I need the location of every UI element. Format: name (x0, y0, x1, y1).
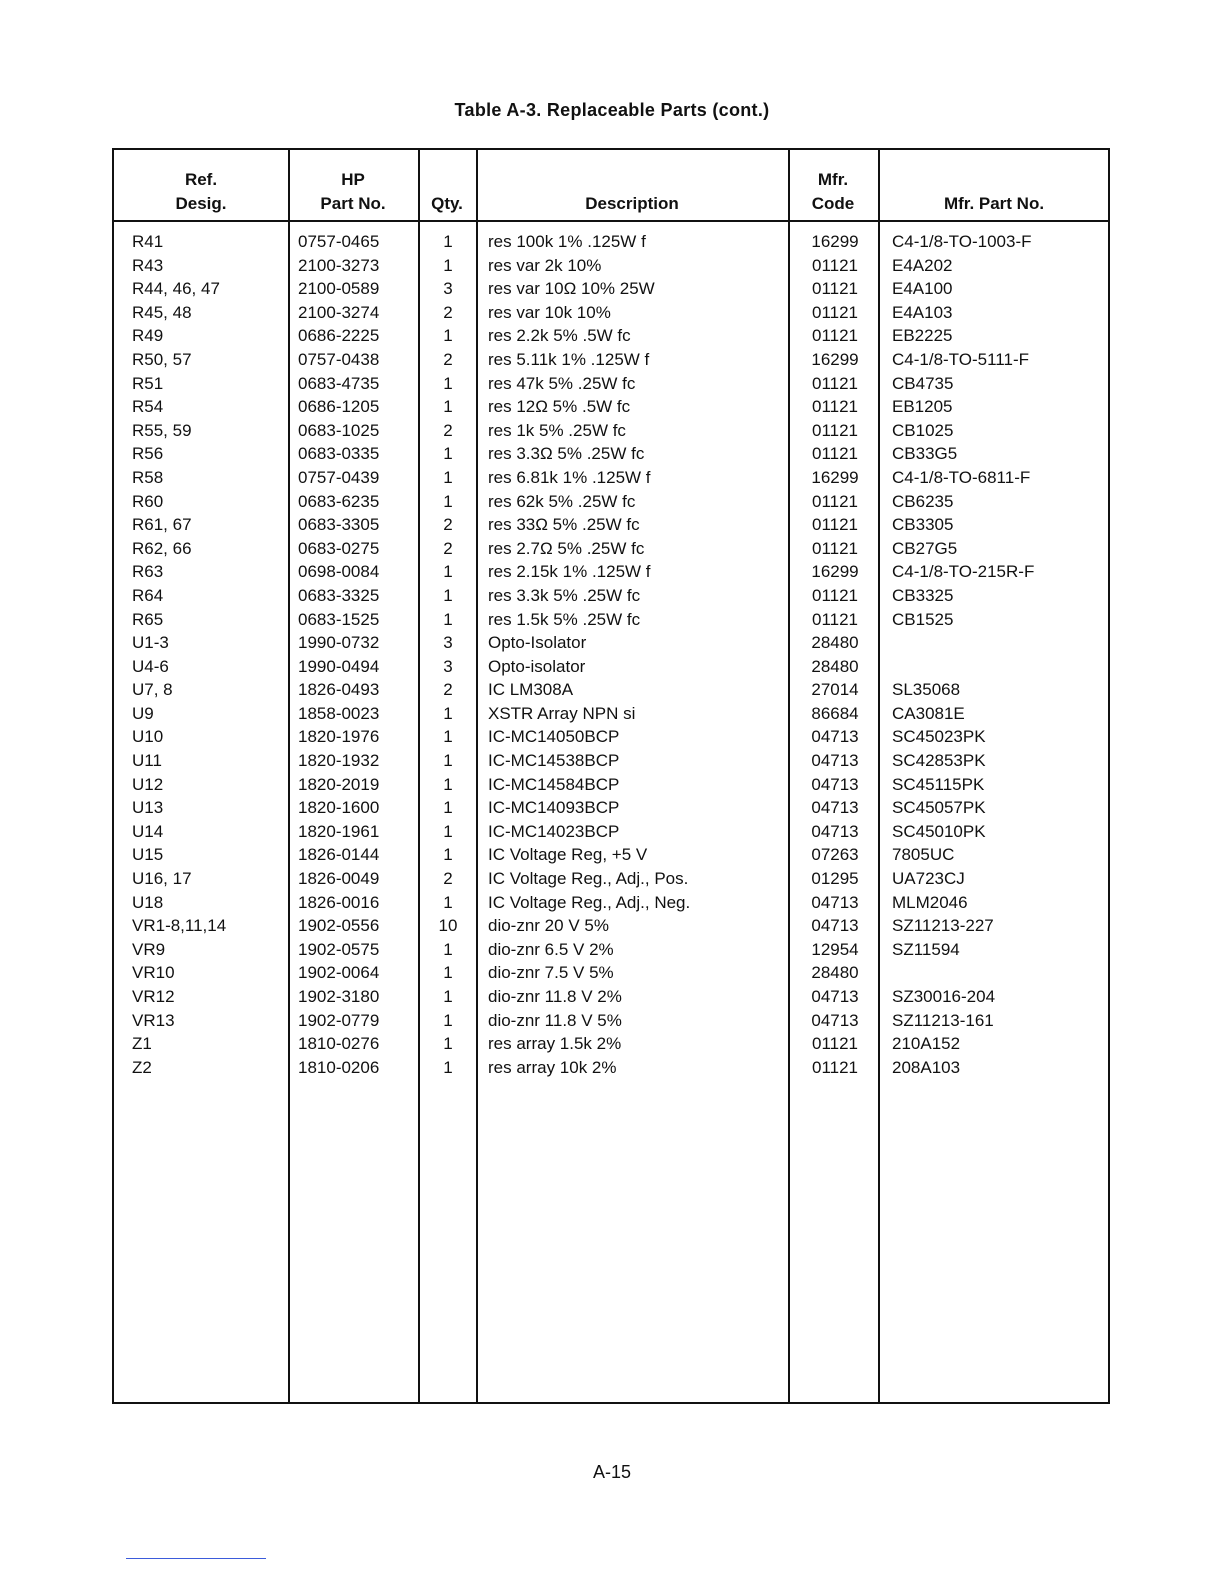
header-mfr-code (788, 160, 878, 216)
qty-cell: 1 (443, 727, 453, 747)
description-cell: IC Voltage Reg., Adj., Pos. (488, 869, 689, 889)
description-cell: res 33Ω 5% .25W fc (488, 515, 640, 535)
ref-desig-cell: R62, 66 (132, 538, 192, 558)
mfr-code-cell: 01121 (811, 279, 858, 299)
mfr-part-cell: SC45023PK (892, 727, 986, 747)
page-title: Table A-3. Replaceable Parts (cont.) (454, 100, 770, 120)
mfr-part-cell: UA723CJ (892, 869, 965, 889)
qty-cell: 2 (443, 538, 453, 558)
hp-part-cell: 1902-0064 (298, 963, 380, 983)
mfr-code-cell: 04713 (811, 798, 859, 818)
description-cell: res 47k 5% .25W fc (488, 373, 636, 393)
ref-desig-cell: Z2 (132, 1057, 152, 1077)
qty-cell: 1 (443, 892, 453, 912)
qty-cell: 1 (443, 963, 453, 983)
table-row (114, 348, 1108, 372)
mfr-part-cell: EB2225 (892, 326, 953, 346)
table-row (114, 725, 1108, 749)
description-cell: res var 10k 10% (488, 302, 611, 322)
table-row (114, 891, 1108, 915)
header-hp-line1: HP (341, 170, 365, 189)
header-mfr-part-no (878, 160, 1110, 216)
hp-part-cell: 0683-1525 (298, 609, 380, 629)
ref-desig-cell: U11 (132, 751, 162, 771)
table-row (114, 513, 1108, 537)
ref-desig-cell: R63 (132, 562, 164, 582)
qty-cell: 1 (443, 1034, 453, 1054)
ref-desig-cell: U10 (132, 727, 164, 747)
mfr-code-cell: 01121 (811, 302, 858, 322)
header-description (476, 160, 788, 216)
qty-cell: 1 (443, 703, 453, 723)
description-cell: res 2.15k 1% .125W f (488, 562, 651, 582)
table-row (114, 796, 1108, 820)
mfr-code-cell: 04713 (811, 821, 859, 841)
mfr-part-cell: SC45115PK (892, 774, 985, 794)
ref-desig-cell: R65 (132, 609, 164, 629)
table-row (114, 466, 1108, 490)
ref-desig-cell: U14 (132, 821, 164, 841)
description-cell: IC-MC14584BCP (488, 774, 620, 794)
header-description-label: Description (585, 194, 679, 213)
hp-part-cell: 0683-0335 (298, 444, 380, 464)
ref-desig-cell: R45, 48 (132, 302, 192, 322)
description-cell: Opto-isolator (488, 656, 586, 676)
description-cell: res array 1.5k 2% (488, 1034, 622, 1054)
table-row (114, 678, 1108, 702)
hp-part-cell: 1810-0206 (298, 1057, 380, 1077)
description-cell: res array 10k 2% (488, 1057, 617, 1077)
header-qty-label: Qty. (431, 194, 463, 213)
hp-part-cell: 1826-0049 (298, 869, 380, 889)
parts-rows (114, 230, 1108, 1079)
hp-part-cell: 2100-3273 (298, 255, 380, 275)
hp-part-cell: 0686-1205 (298, 397, 380, 417)
table-row (114, 254, 1108, 278)
table-row (114, 938, 1108, 962)
mfr-code-cell: 01121 (811, 1034, 858, 1054)
mfr-part-cell: SZ11213-227 (892, 916, 994, 936)
hp-part-cell: 0757-0465 (298, 232, 380, 251)
description-cell: IC Voltage Reg, +5 V (488, 845, 648, 865)
ref-desig-cell: VR13 (132, 1010, 175, 1030)
qty-cell: 1 (443, 491, 453, 511)
description-cell: res var 10Ω 10% 25W (488, 279, 655, 299)
qty-cell: 1 (443, 326, 453, 346)
table-row (114, 560, 1108, 584)
table-row (114, 419, 1108, 443)
mfr-code-cell: 04713 (811, 987, 859, 1006)
qty-cell: 1 (443, 585, 453, 605)
mfr-code-cell: 04713 (811, 916, 859, 936)
description-cell: res 6.81k 1% .125W f (488, 467, 651, 487)
ref-desig-cell: U9 (132, 703, 154, 723)
mfr-part-cell: CB27G5 (892, 538, 958, 558)
hp-part-cell: 1820-1600 (298, 798, 380, 818)
qty-cell: 2 (443, 680, 453, 700)
mfr-code-cell: 01295 (811, 869, 859, 889)
hp-part-cell: 1902-0779 (298, 1010, 380, 1030)
hp-part-cell: 1810-0276 (298, 1034, 380, 1054)
ref-desig-cell: U1-3 (132, 633, 169, 653)
mfr-part-cell: CB1025 (892, 420, 954, 440)
table-row (114, 749, 1108, 773)
qty-cell: 2 (443, 349, 453, 369)
ref-desig-cell: VR1-8,11,14 (132, 916, 227, 936)
mfr-code-cell: 01121 (811, 326, 858, 346)
hp-part-cell: 0698-0084 (298, 562, 380, 582)
qty-cell: 1 (443, 397, 453, 417)
hp-part-cell: 0757-0439 (298, 467, 380, 487)
table-row (114, 820, 1108, 844)
hp-part-cell: 0683-3305 (298, 515, 380, 535)
header-rule (114, 220, 1108, 222)
ref-desig-cell: R43 (132, 255, 164, 275)
footer-rule (126, 1558, 266, 1559)
hp-part-cell: 1858-0023 (298, 703, 380, 723)
mfr-part-cell: E4A103 (892, 302, 953, 322)
mfr-part-cell: CB6235 (892, 491, 954, 511)
mfr-code-cell: 04713 (811, 727, 859, 747)
description-cell: Opto-Isolator (488, 633, 587, 653)
mfr-code-cell: 04713 (811, 1010, 859, 1030)
description-cell: res 3.3Ω 5% .25W fc (488, 444, 645, 464)
header-mfr-part-label: Mfr. Part No. (943, 194, 1045, 213)
ref-desig-cell: U15 (132, 845, 164, 865)
ref-desig-cell: R58 (132, 467, 164, 487)
ref-desig-cell: R64 (132, 585, 164, 605)
description-cell: IC-MC14093BCP (488, 798, 620, 818)
table-row (114, 230, 1108, 254)
mfr-part-cell: CB33G5 (892, 444, 958, 464)
table-row (114, 608, 1108, 632)
mfr-code-cell: 04713 (811, 751, 859, 771)
qty-cell: 3 (443, 633, 453, 653)
description-cell: res 5.11k 1% .125W f (488, 349, 650, 369)
table-row (114, 490, 1108, 514)
qty-cell: 1 (443, 1057, 453, 1077)
table-row (114, 702, 1108, 726)
ref-desig-cell: R50, 57 (132, 349, 192, 369)
description-cell: res var 2k 10% (488, 255, 602, 275)
mfr-part-cell: CA3081E (892, 703, 965, 723)
ref-desig-cell: U16, 17 (132, 869, 192, 889)
ref-desig-cell: R44, 46, 47 (132, 279, 220, 299)
hp-part-cell: 0757-0438 (298, 349, 380, 369)
mfr-part-cell: C4-1/8-TO-1003-F (892, 232, 1032, 251)
qty-cell: 1 (443, 751, 453, 771)
hp-part-cell: 0683-4735 (298, 373, 380, 393)
mfr-part-cell: SZ30016-204 (892, 987, 996, 1006)
hp-part-cell: 1820-1976 (298, 727, 380, 747)
mfr-part-cell: CB1525 (892, 609, 954, 629)
qty-cell: 1 (443, 609, 453, 629)
hp-part-cell: 1826-0144 (298, 845, 380, 865)
qty-cell: 1 (443, 1010, 453, 1030)
table-row (114, 1032, 1108, 1056)
header-ref-line1: Ref. (184, 170, 218, 189)
hp-part-cell: 1902-3180 (298, 987, 380, 1006)
qty-cell: 3 (443, 656, 453, 676)
description-cell: res 1k 5% .25W fc (488, 420, 626, 440)
mfr-part-cell: CB3325 (892, 585, 954, 605)
hp-part-cell: 2100-3274 (298, 302, 380, 322)
mfr-code-cell: 07263 (811, 845, 859, 865)
description-cell: res 2.2k 5% .5W fc (488, 326, 631, 346)
mfr-code-cell: 12954 (811, 939, 859, 959)
ref-desig-cell: R49 (132, 326, 164, 346)
hp-part-cell: 1902-0556 (298, 916, 380, 936)
qty-cell: 1 (443, 444, 453, 464)
mfr-code-cell: 01121 (811, 1057, 858, 1077)
mfr-part-cell: SZ11594 (892, 939, 960, 959)
description-cell: IC-MC14023BCP (488, 821, 620, 841)
header-ref-desig (114, 160, 288, 216)
mfr-part-cell: SC45010PK (892, 821, 986, 841)
description-cell: res 2.7Ω 5% .25W fc (488, 538, 645, 558)
qty-cell: 10 (438, 916, 458, 936)
header-ref-line2: Desig. (175, 194, 227, 213)
description-cell: dio-znr 11.8 V 2% (488, 987, 622, 1006)
ref-desig-cell: R61, 67 (132, 515, 192, 535)
mfr-code-cell: 28480 (811, 633, 859, 653)
table-row (114, 1056, 1108, 1080)
qty-cell: 1 (443, 774, 453, 794)
qty-cell: 1 (443, 821, 453, 841)
description-cell: XSTR Array NPN si (488, 703, 636, 723)
hp-part-cell: 0683-3325 (298, 585, 380, 605)
mfr-code-cell: 16299 (811, 467, 859, 487)
hp-part-cell: 1820-1932 (298, 751, 380, 771)
ref-desig-cell: U18 (132, 892, 164, 912)
description-cell: dio-znr 6.5 V 2% (488, 939, 614, 959)
ref-desig-cell: R41 (132, 232, 164, 251)
header-hp-part-no (288, 160, 418, 216)
qty-cell: 1 (443, 939, 453, 959)
description-cell: res 1.5k 5% .25W fc (488, 609, 641, 629)
description-cell: res 12Ω 5% .5W fc (488, 397, 631, 417)
ref-desig-cell: U4-6 (132, 656, 169, 676)
qty-cell: 2 (443, 302, 453, 322)
table-row (114, 537, 1108, 561)
mfr-part-cell: 7805UC (892, 845, 955, 865)
hp-part-cell: 1990-0494 (298, 656, 380, 676)
mfr-part-cell: 208A103 (892, 1057, 961, 1077)
mfr-code-cell: 01121 (811, 609, 858, 629)
hp-part-cell: 1990-0732 (298, 633, 380, 653)
table-row (114, 867, 1108, 891)
hp-part-cell: 0683-6235 (298, 491, 380, 511)
mfr-code-cell: 27014 (811, 680, 859, 700)
mfr-part-cell: SC45057PK (892, 798, 986, 818)
description-cell: dio-znr 11.8 V 5% (488, 1010, 622, 1030)
hp-part-cell: 1826-0493 (298, 680, 380, 700)
table-row (114, 372, 1108, 396)
mfr-code-cell: 01121 (811, 515, 858, 535)
description-cell: IC Voltage Reg., Adj., Neg. (488, 892, 691, 912)
description-cell: dio-znr 20 V 5% (488, 916, 609, 936)
qty-cell: 1 (443, 373, 453, 393)
qty-cell: 1 (443, 562, 453, 582)
description-cell: res 100k 1% .125W f (488, 232, 646, 251)
table-row (114, 843, 1108, 867)
mfr-code-cell: 86684 (811, 703, 859, 723)
mfr-code-cell: 01121 (811, 373, 858, 393)
hp-part-cell: 1826-0016 (298, 892, 380, 912)
qty-cell: 1 (443, 232, 453, 251)
mfr-code-cell: 04713 (811, 892, 859, 912)
mfr-code-cell: 16299 (811, 232, 859, 251)
mfr-part-cell: MLM2046 (892, 892, 968, 912)
ref-desig-cell: Z1 (132, 1034, 152, 1054)
ref-desig-cell: R56 (132, 444, 164, 464)
table-row (114, 1009, 1108, 1033)
table-row (114, 914, 1108, 938)
description-cell: IC-MC14050BCP (488, 727, 620, 747)
description-cell: res 62k 5% .25W fc (488, 491, 636, 511)
mfr-part-cell: 210A152 (892, 1034, 961, 1054)
qty-cell: 3 (443, 279, 453, 299)
qty-cell: 1 (443, 845, 453, 865)
ref-desig-cell: U13 (132, 798, 164, 818)
table-row (114, 631, 1108, 655)
header-hp-line2: Part No. (320, 194, 386, 213)
mfr-part-cell: SC42853PK (892, 751, 986, 771)
qty-cell: 2 (443, 515, 453, 535)
mfr-part-cell: E4A202 (892, 255, 953, 275)
hp-part-cell: 0683-0275 (298, 538, 380, 558)
mfr-part-cell: SZ11213-161 (892, 1010, 994, 1030)
table-row (114, 655, 1108, 679)
ref-desig-cell: U7, 8 (132, 680, 173, 700)
description-cell: res 3.3k 5% .25W fc (488, 585, 641, 605)
header-code-line1: Mfr. (817, 170, 849, 189)
header-qty (418, 160, 476, 216)
mfr-code-cell: 01121 (811, 585, 858, 605)
table-row (114, 584, 1108, 608)
table-row (114, 301, 1108, 325)
mfr-code-cell: 28480 (811, 656, 859, 676)
qty-cell: 1 (443, 467, 453, 487)
qty-cell: 2 (443, 869, 453, 889)
mfr-part-cell: C4-1/8-TO-5111-F (892, 349, 1029, 369)
ref-desig-cell: VR12 (132, 987, 175, 1006)
hp-part-cell: 2100-0589 (298, 279, 380, 299)
hp-part-cell: 0686-2225 (298, 326, 380, 346)
mfr-part-cell: CB4735 (892, 373, 954, 393)
mfr-code-cell: 01121 (811, 491, 858, 511)
table-row (114, 395, 1108, 419)
table-row (114, 961, 1108, 985)
description-cell: IC-MC14538BCP (488, 751, 620, 771)
qty-cell: 1 (443, 987, 453, 1006)
table-row (114, 442, 1108, 466)
mfr-code-cell: 01121 (811, 397, 858, 417)
mfr-part-cell: EB1205 (892, 397, 953, 417)
ref-desig-cell: VR10 (132, 963, 175, 983)
description-cell: dio-znr 7.5 V 5% (488, 963, 614, 983)
mfr-code-cell: 16299 (811, 349, 859, 369)
ref-desig-cell: R60 (132, 491, 164, 511)
hp-part-cell: 1902-0575 (298, 939, 380, 959)
ref-desig-cell: U12 (132, 774, 164, 794)
description-cell: IC LM308A (488, 680, 574, 700)
mfr-code-cell: 01121 (811, 420, 858, 440)
mfr-part-cell: SL35068 (892, 680, 961, 700)
qty-cell: 1 (443, 255, 453, 275)
parts-table (112, 148, 1110, 1404)
hp-part-cell: 0683-1025 (298, 420, 380, 440)
ref-desig-cell: VR9 (132, 939, 166, 959)
mfr-part-cell: C4-1/8-TO-215R-F (892, 562, 1035, 582)
hp-part-cell: 1820-2019 (298, 774, 380, 794)
mfr-part-cell: E4A100 (892, 279, 953, 299)
ref-desig-cell: R55, 59 (132, 420, 192, 440)
qty-cell: 2 (443, 420, 453, 440)
mfr-part-cell: C4-1/8-TO-6811-F (892, 467, 1031, 487)
mfr-part-cell: CB3305 (892, 515, 954, 535)
page-number: A-15 (592, 1462, 632, 1482)
mfr-code-cell: 01121 (811, 444, 858, 464)
table-row (114, 324, 1108, 348)
mfr-code-cell: 04713 (811, 774, 859, 794)
mfr-code-cell: 28480 (811, 963, 859, 983)
hp-part-cell: 1820-1961 (298, 821, 380, 841)
ref-desig-cell: R54 (132, 397, 164, 417)
ref-desig-cell: R51 (132, 373, 164, 393)
mfr-code-cell: 16299 (811, 562, 859, 582)
header-code-line2: Code (811, 194, 855, 213)
mfr-code-cell: 01121 (811, 538, 858, 558)
qty-cell: 1 (443, 798, 453, 818)
table-row (114, 985, 1108, 1009)
mfr-code-cell: 01121 (811, 255, 858, 275)
table-row (114, 277, 1108, 301)
table-row (114, 773, 1108, 797)
